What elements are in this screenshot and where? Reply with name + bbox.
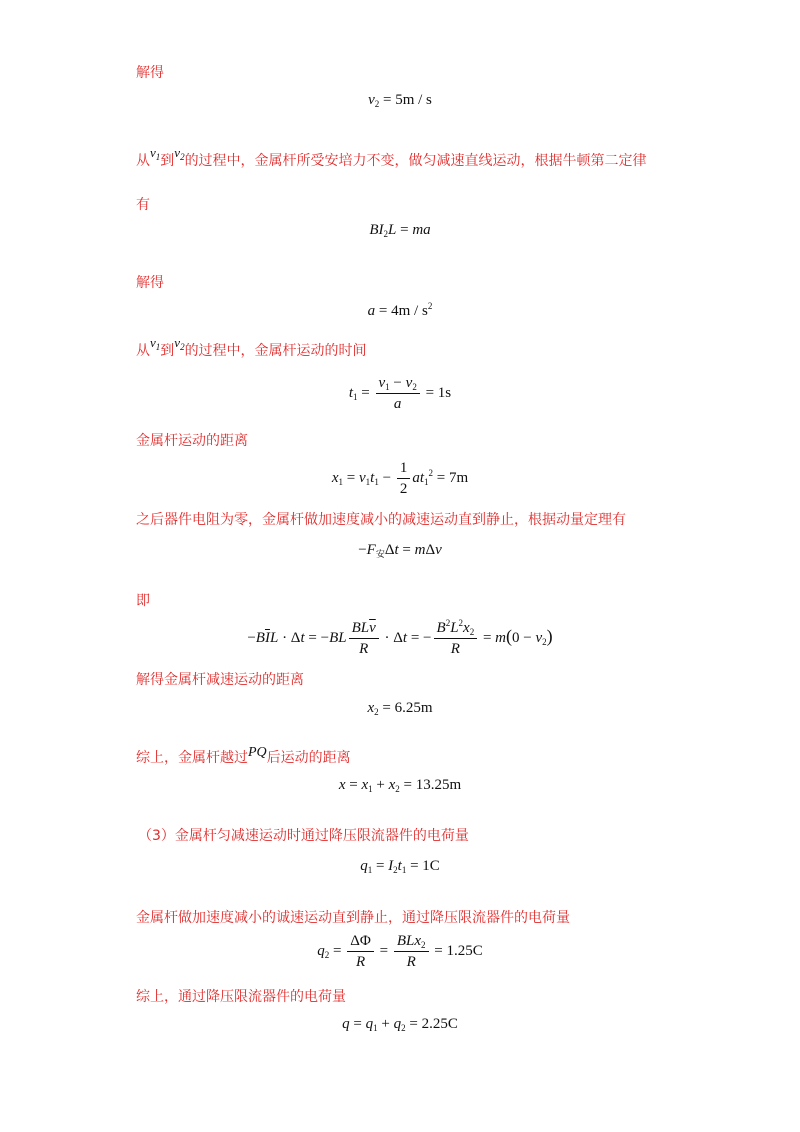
text-v1-to-v2-time: 从$v_1$到$v_2$的过程中，金属杆运动的时间: [136, 335, 367, 359]
value-q: 2.25C: [421, 1016, 458, 1032]
value-q1: 1C: [422, 858, 440, 874]
equation-q1: $q_1 = I_2t_1 = 1C$: [360, 858, 440, 875]
equation-x-total: $x = x_1 + x_2 = 13.25m$: [338, 777, 462, 794]
text-total-distance: 综上，金属杆越过PQ后运动的距离: [136, 745, 351, 766]
equation-bil-ma: $BI_2L$ = ma: [369, 222, 431, 239]
text-momentum-theorem: 之后器件电阻为零，金属杆做加速度减小的减速运动直到静止，根据动量定理有: [136, 512, 626, 528]
symbol-v2: $v_2$: [174, 145, 185, 162]
equation-t1: $t_1$ = $\frac{v_1 - v_2}{a}$ = 1s: [348, 375, 452, 412]
equation-momentum: $-F_安\Delta t = m\Delta v$: [358, 542, 442, 559]
equation-x1: $x_1 = v_1t_1$ − $\frac{1}{2}$ $at_1^2 = 7m$: [331, 460, 469, 497]
equation-x2: $x_2 = 6.25m$: [367, 700, 433, 717]
text-you: 有: [136, 197, 150, 213]
value-a: 4m / s: [391, 303, 428, 319]
equation-q2: $q_2$ = $\frac{\Delta\Phi}{R}$ = $\frac{BLx_2}{R}$ = 1.25C: [317, 933, 483, 970]
text-decel-distance: 解得金属杆减速运动的距离: [136, 672, 304, 688]
text-charge-decel: 金属杆做加速度减小的诚速运动直到静止，通过降压限流器件的电荷量: [136, 910, 570, 926]
value-v2: 5m / s: [395, 92, 432, 108]
text-jiede-1: 解得: [136, 65, 164, 81]
text-part3-charge: （3）金属杆匀减速运动时通过降压限流器件的电荷量: [138, 828, 469, 844]
equation-v2: $v_2 = 5m / s$: [368, 92, 432, 109]
symbol-pq: PQ: [248, 745, 267, 760]
value-x2: 6.25m: [394, 700, 433, 716]
symbol-v2: $v_2$: [174, 335, 185, 352]
value-x: 13.25m: [415, 777, 462, 793]
symbol-v1: $v_1$: [150, 145, 161, 162]
text-ji: 即: [136, 593, 150, 609]
equation-impulse: $-B\overline{I}L \cdot \Delta t = -BL$ $\frac{BL\overline{v}}{R}$ · Δt = − $\frac{B^2L^2x_2}{R}$ = $m(0 - v_2)$: [247, 618, 553, 657]
value-t1: 1s: [437, 384, 452, 401]
value-x1: 7m: [448, 469, 469, 486]
fraction-t1: $\frac{v_1 - v_2}{a}$: [376, 374, 420, 413]
text-jiede-2: 解得: [136, 275, 164, 291]
equation-q-total: $q = q_1 + q_2 = 2.25C$: [342, 1016, 458, 1033]
text-v1-to-v2-newton: 从$v_1$到$v_2$的过程中，金属杆所受安培力不变，做匀减速直线运动，根据牛顿第二定律: [136, 145, 647, 169]
value-q2: 1.25C: [446, 942, 483, 959]
symbol-v1: $v_1$: [150, 335, 161, 352]
text-distance: 金属杆运动的距离: [136, 433, 248, 449]
equation-a: $a = 4m / s^2$: [367, 301, 433, 319]
text-charge-total: 综上，通过降压限流器件的电荷量: [136, 989, 346, 1005]
